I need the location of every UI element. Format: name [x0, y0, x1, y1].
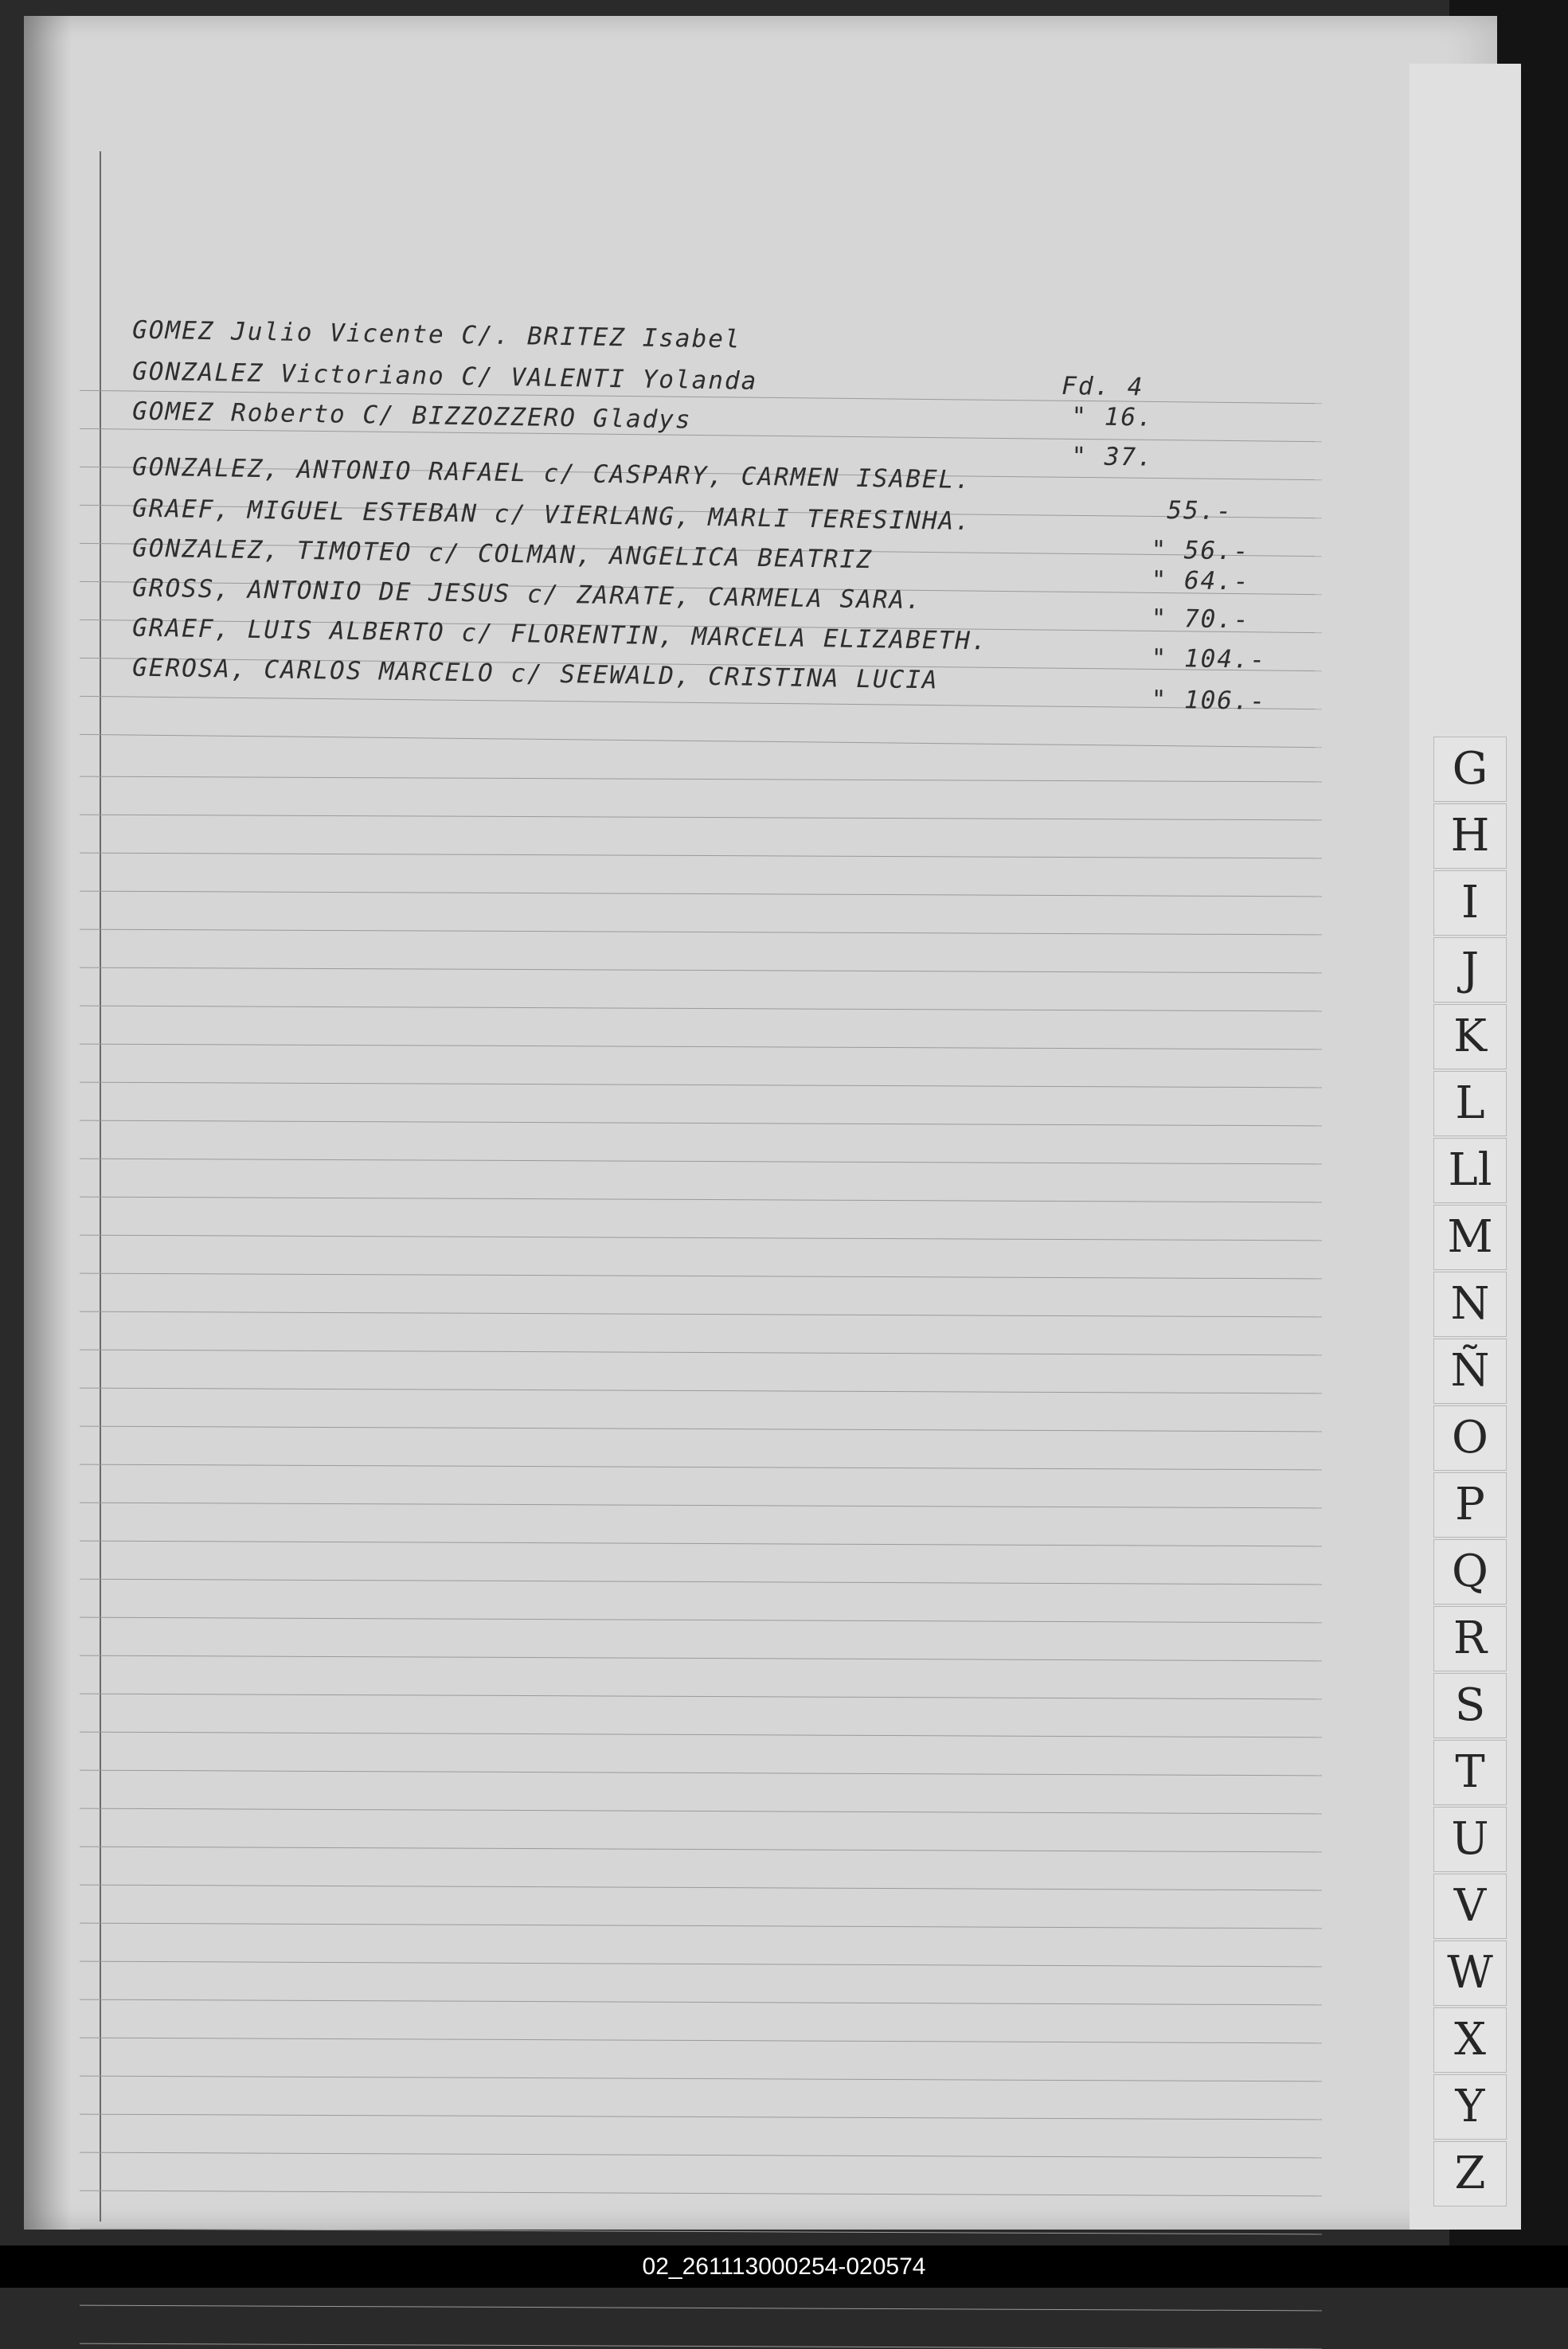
ruled-line — [80, 776, 1322, 783]
index-tab[interactable]: Z — [1433, 2141, 1507, 2206]
ruled-line — [80, 1388, 1322, 1394]
index-tab[interactable]: T — [1433, 1740, 1507, 1805]
index-tab[interactable]: P — [1433, 1472, 1507, 1538]
ruled-line — [80, 1006, 1322, 1012]
entry-name: GEROSA, CARLOS MARCELO c/ SEEWALD, CRISTINA LUCIA — [131, 653, 939, 695]
ruled-line — [80, 1082, 1322, 1089]
index-tab[interactable]: O — [1433, 1405, 1507, 1471]
ruled-line — [80, 1273, 1322, 1280]
ruled-line — [80, 1808, 1322, 1815]
index-tab[interactable]: Ll — [1433, 1138, 1507, 1203]
ruled-line — [80, 1197, 1322, 1203]
ruled-line — [80, 891, 1322, 897]
ruled-line — [80, 2305, 1322, 2312]
image-id-caption: 02_261113000254-020574 — [0, 2245, 1568, 2288]
index-tab[interactable]: K — [1433, 1004, 1507, 1069]
ruled-line — [80, 853, 1322, 859]
index-tab[interactable]: R — [1433, 1606, 1507, 1671]
ruled-line — [80, 734, 1322, 748]
entry-name: GONZALEZ, ANTONIO RAFAEL c/ CASPARY, CARMEN ISABEL. — [131, 452, 972, 495]
index-tab[interactable]: W — [1433, 1941, 1507, 2006]
ruled-line — [80, 1732, 1322, 1738]
ruled-line — [80, 1235, 1322, 1241]
ruled-line — [80, 2191, 1322, 2197]
ruled-line — [80, 929, 1322, 936]
ruled-line — [80, 2076, 1322, 2082]
entry-name: GRAEF, LUIS ALBERTO c/ FLORENTIN, MARCELA ELIZABETH. — [131, 613, 988, 656]
index-tab[interactable]: J — [1433, 937, 1507, 1003]
entry-name: GOMEZ Roberto C/ BIZZOZZERO Gladys — [131, 397, 692, 435]
entry-folio: " 104.- — [1151, 643, 1267, 674]
index-tab[interactable]: M — [1433, 1205, 1507, 1270]
entry-name: GRAEF, MIGUEL ESTEBAN c/ VIERLANG, MARLI TERESINHA. — [131, 494, 972, 537]
index-tab[interactable]: S — [1433, 1673, 1507, 1738]
ruled-line — [80, 1694, 1322, 1700]
spine-shadow — [24, 16, 72, 2230]
entry-folio: 55.- — [1167, 495, 1234, 526]
ruled-line — [80, 1159, 1322, 1165]
index-tab[interactable]: G — [1433, 737, 1507, 802]
ruled-line — [80, 967, 1322, 974]
ruled-line — [80, 2343, 1322, 2349]
entry-name: GONZALEZ, TIMOTEO c/ COLMAN, ANGELICA BEATRIZ — [131, 534, 874, 575]
index-tab[interactable]: Q — [1433, 1539, 1507, 1604]
index-tab[interactable]: Y — [1433, 2074, 1507, 2140]
ruled-line — [80, 815, 1322, 821]
ledger-page — [24, 16, 1497, 2230]
ruled-line — [80, 1770, 1322, 1776]
ruled-line — [80, 2229, 1322, 2235]
ruled-line — [80, 1885, 1322, 1891]
index-tab[interactable]: X — [1433, 2007, 1507, 2073]
ruled-line — [80, 1655, 1322, 1662]
ruled-line — [80, 1541, 1322, 1547]
index-tab[interactable]: U — [1433, 1807, 1507, 1872]
ruled-line — [80, 1350, 1322, 1356]
entry-folio: " 64.- — [1151, 565, 1250, 596]
ruled-line — [80, 2152, 1322, 2159]
entry-folio: " 16. — [1071, 402, 1155, 432]
index-tab[interactable]: L — [1433, 1071, 1507, 1136]
ruled-line — [80, 2114, 1322, 2120]
entry-name: GOMEZ Julio Vicente C/. BRITEZ Isabel — [131, 315, 741, 354]
entry-folio: " 56.- — [1151, 535, 1250, 566]
ruled-line — [80, 1847, 1322, 1853]
entry-folio: " 37. — [1071, 442, 1155, 472]
ruled-line — [80, 1120, 1322, 1127]
ruled-line — [80, 1999, 1322, 2006]
ruled-line — [80, 1503, 1322, 1509]
entry-name: GONZALEZ Victoriano C/ VALENTI Yolanda — [131, 357, 758, 396]
index-tab[interactable]: N — [1433, 1272, 1507, 1337]
ruled-line — [80, 1961, 1322, 1968]
ruled-line — [80, 2038, 1322, 2044]
index-tab[interactable]: V — [1433, 1874, 1507, 1939]
ruled-line — [80, 1311, 1322, 1318]
index-tab[interactable]: H — [1433, 803, 1507, 869]
entry-folio: Fd. 4 — [1061, 371, 1144, 402]
ruled-line — [80, 1426, 1322, 1432]
ruled-line — [80, 1579, 1322, 1585]
index-tab[interactable]: Ñ — [1433, 1339, 1507, 1404]
ruled-line — [80, 1923, 1322, 1929]
ruled-line — [80, 1464, 1322, 1471]
entry-name: GROSS, ANTONIO DE JESUS c/ ZARATE, CARMELA SARA. — [131, 573, 923, 616]
index-tab[interactable]: I — [1433, 870, 1507, 936]
ruled-line — [80, 1617, 1322, 1624]
entry-folio: " 106.- — [1151, 685, 1267, 716]
margin-line — [100, 151, 101, 2222]
entry-folio: " 70.- — [1151, 604, 1250, 635]
ruled-line — [80, 1044, 1322, 1050]
